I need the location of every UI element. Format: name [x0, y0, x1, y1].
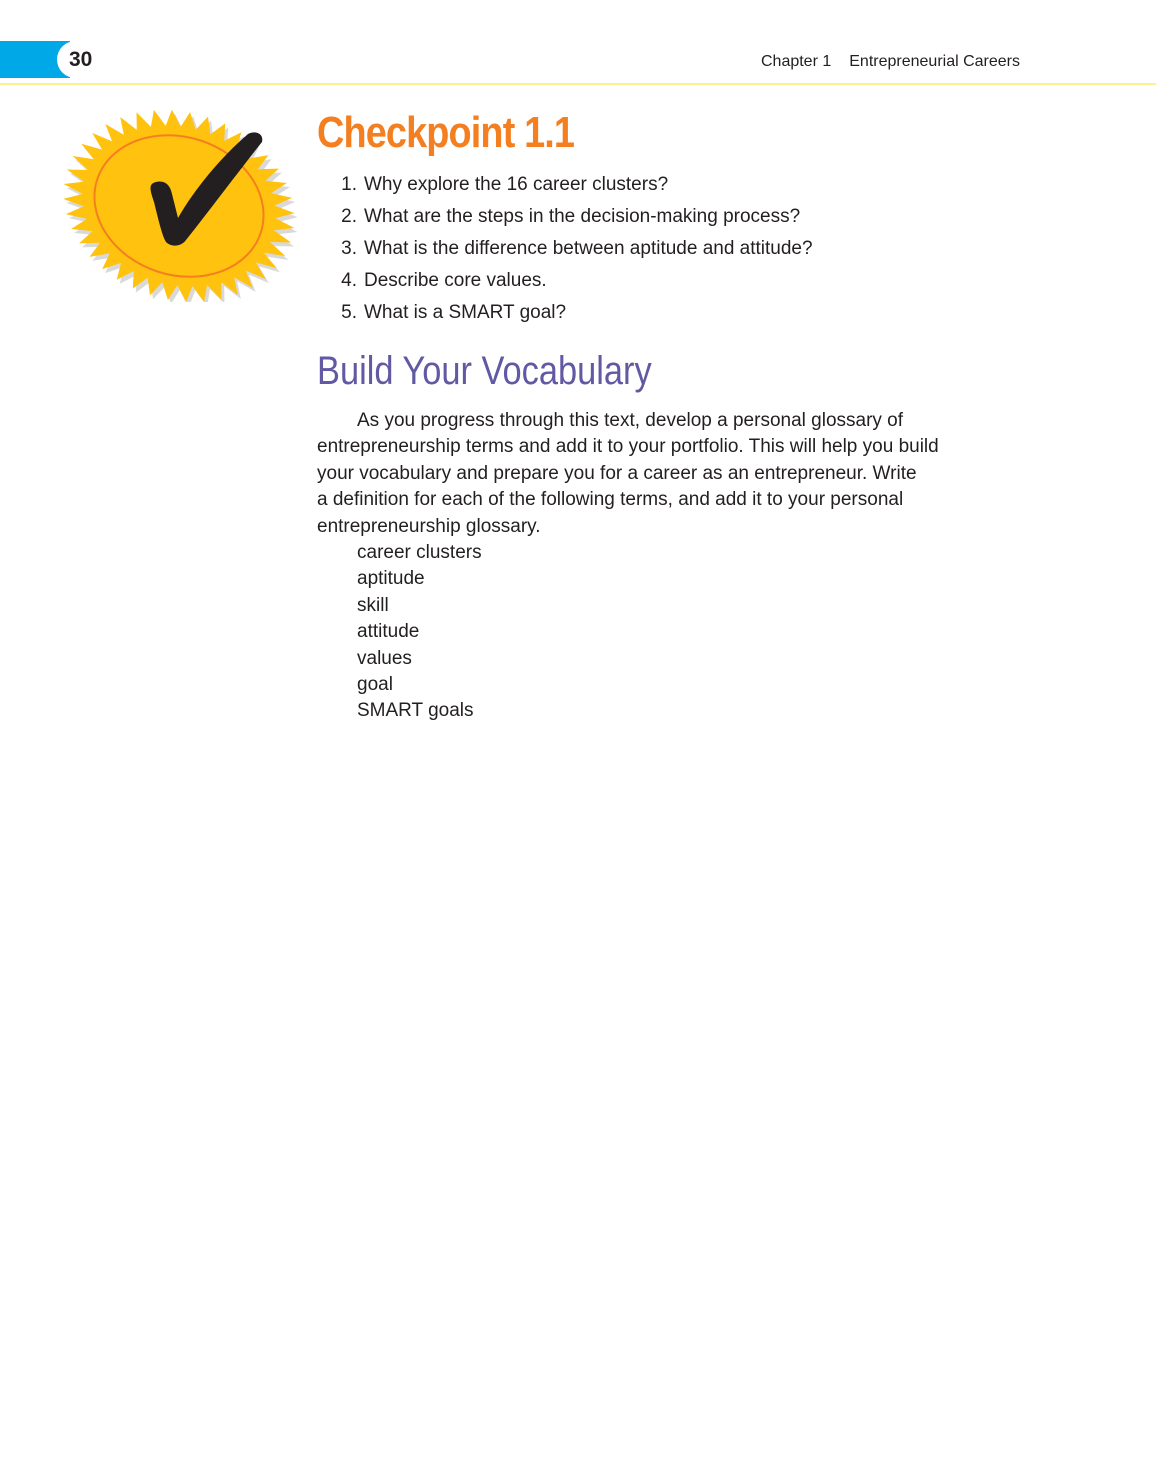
paragraph-line: a definition for each of the following terms, and add it to your personal [317, 489, 904, 511]
header-rule [0, 83, 1156, 85]
vocabulary-terms [357, 540, 482, 725]
vocabulary-paragraph [317, 408, 1017, 540]
question-text: What is the difference between aptitude and attitude? [364, 238, 813, 259]
checkpoint-title: Checkpoint 1.1 [317, 108, 575, 157]
question-number: 2. [341, 206, 357, 227]
checkmark-starburst-icon [60, 110, 300, 302]
paragraph-line: your vocabulary and prepare you for a career as an entrepreneur. Write [317, 462, 917, 484]
question-item [317, 268, 813, 300]
question-text: What are the steps in the decision-making process? [364, 206, 801, 227]
paragraph-line: As you progress through this text, develop a personal glossary of [357, 410, 904, 431]
paragraph-line: entrepreneurship glossary. [317, 515, 541, 537]
question-item [317, 236, 813, 268]
chapter-title: Entrepreneurial Careers [849, 53, 1020, 70]
vocabulary-term: goal [357, 674, 393, 696]
vocabulary-heading: Build Your Vocabulary [317, 349, 652, 393]
vocabulary-term: attitude [357, 621, 420, 643]
running-head [761, 53, 1020, 71]
vocabulary-term: values [357, 647, 412, 669]
question-number: 4. [341, 270, 357, 291]
question-text: Why explore the 16 career clusters? [364, 174, 669, 195]
chapter-label: Chapter 1 [760, 53, 832, 70]
vocabulary-term: aptitude [357, 568, 425, 590]
question-number: 5. [341, 302, 357, 323]
question-number: 3. [341, 238, 357, 259]
question-text: Describe core values. [364, 270, 547, 291]
question-item [317, 300, 813, 332]
page-number: 30 [69, 48, 93, 71]
vocabulary-term: skill [357, 594, 389, 616]
checkpoint-questions [317, 172, 813, 332]
question-number: 1. [341, 174, 357, 195]
vocabulary-term: career clusters [357, 542, 482, 563]
vocabulary-term: SMART goals [357, 700, 474, 722]
paragraph-line: entrepreneurship terms and add it to your portfolio. This will help you build [317, 436, 939, 458]
question-text: What is a SMART goal? [364, 302, 567, 323]
question-item [317, 172, 813, 204]
question-item [317, 204, 813, 236]
